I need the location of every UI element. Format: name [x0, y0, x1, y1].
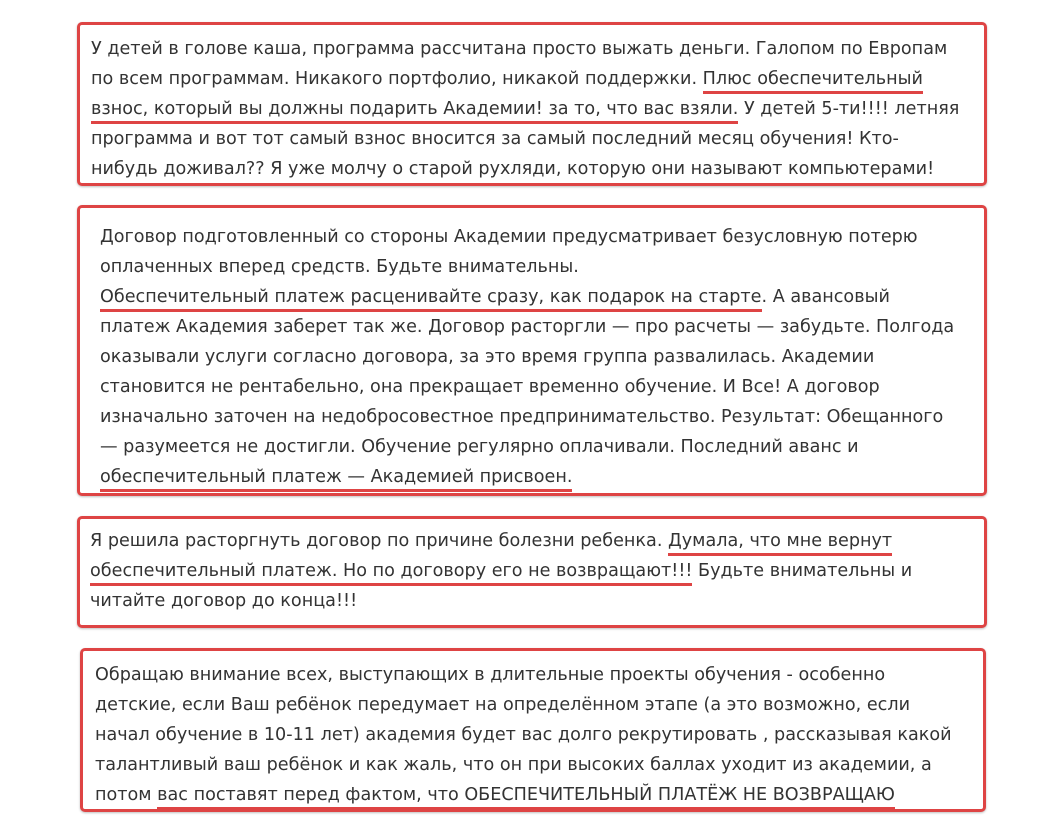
review-text-line [100, 432, 984, 462]
review-text-line [95, 780, 983, 810]
review-text: Я решила расторгнуть договор по причине болезни ребенка. [90, 531, 669, 551]
review-text-line [90, 526, 984, 556]
review-text-line [95, 660, 983, 690]
underlined-text: вас поставят перед фактом, что ОБЕСПЕЧИТЕЛЬНЫЙ ПЛАТЁЖ НЕ ВОЗВРАЩАЮ [157, 785, 895, 810]
review-text: по всем программам. Никакого портфолио, никакой поддержки. [91, 69, 703, 89]
review-text: детские, если Ваш ребёнок передумает на определённом этапе (а это возможно, если [95, 695, 910, 715]
review-card-2 [77, 205, 987, 496]
review-text: . А авансовый [761, 287, 890, 307]
review-text-line [95, 750, 983, 780]
review-text-line [91, 154, 984, 184]
underlined-text: обеспечительный платеж — Академией присвоен. [100, 467, 572, 492]
review-text-line [91, 124, 984, 154]
review-text-line [100, 312, 984, 342]
review-text-line [100, 282, 984, 312]
review-text-line [90, 556, 984, 586]
review-text: оплаченных вперед средств. Будьте внимательны. [100, 257, 579, 277]
review-text-line [95, 690, 983, 720]
review-text-line [100, 402, 984, 432]
review-text: У детей 5-ти!!!! летняя [738, 99, 960, 119]
review-text-line [91, 94, 984, 124]
review-text-line [95, 720, 983, 750]
underlined-text: Обеспечительный платеж расценивайте сразу, как подарок на старте [100, 287, 762, 312]
review-card-3 [77, 516, 987, 628]
underlined-text: взнос, который вы должны подарить Академии! за то, что вас взяли. [91, 99, 738, 124]
review-text: талантливый ваш ребёнок и как жаль, что он при высоких баллах уходит из академии, а [95, 755, 932, 775]
review-card-4 [80, 648, 986, 812]
review-text-line [91, 64, 984, 94]
review-text: становится не рентабельно, она прекращает временно обучение. И Все! А договор [100, 377, 880, 397]
underlined-text: Думала, что мне вернут [668, 531, 892, 556]
review-text: изначально заточен на недобросовестное предпринимательство. Результат: Обещанного [100, 407, 944, 427]
review-text: оказывали услуги согласно договора, за это время группа развалилась. Академии [100, 347, 875, 367]
review-text: Будьте внимательны и [692, 561, 913, 581]
review-text-line [100, 252, 984, 282]
review-text-line [100, 462, 984, 492]
review-text: программа и вот тот самый взнос вносится за самый последний месяц обучения! Кто- [91, 129, 899, 149]
review-text-line [100, 342, 984, 372]
underlined-text: Плюс обеспечительный [703, 69, 923, 94]
review-text-line [100, 372, 984, 402]
review-text: Обращаю внимание всех, выступающих в длительные проекты обучения - особенно [95, 665, 886, 685]
review-text: нибудь доживал?? Я уже молчу о старой рухляди, которую они называют компьютерами! [91, 159, 935, 179]
review-text: Договор подготовленный со стороны Академии предусматривает безусловную потерю [100, 227, 918, 247]
review-card-1 [77, 22, 987, 186]
review-text-line [90, 586, 984, 616]
review-text: платеж Академия заберет так же. Договор расторгли — про расчеты — забудьте. Полгода [100, 317, 955, 337]
review-text: читайте договор до конца!!! [90, 591, 358, 611]
review-text-line [91, 34, 984, 64]
review-text-line [100, 222, 984, 252]
review-text: У детей в голове каша, программа рассчитана просто выжать деньги. Галопом по Европам [91, 39, 948, 59]
review-text: потом [95, 785, 158, 805]
review-text: — разумеется не достигли. Обучение регулярно оплачивали. Последний аванс и [100, 437, 859, 457]
review-text: начал обучение в 10-11 лет) академия будет вас долго рекрутировать , рассказывая какой [95, 725, 952, 745]
underlined-text: обеспечительный платеж. Но по договору его не возвращают!!! [90, 561, 692, 586]
